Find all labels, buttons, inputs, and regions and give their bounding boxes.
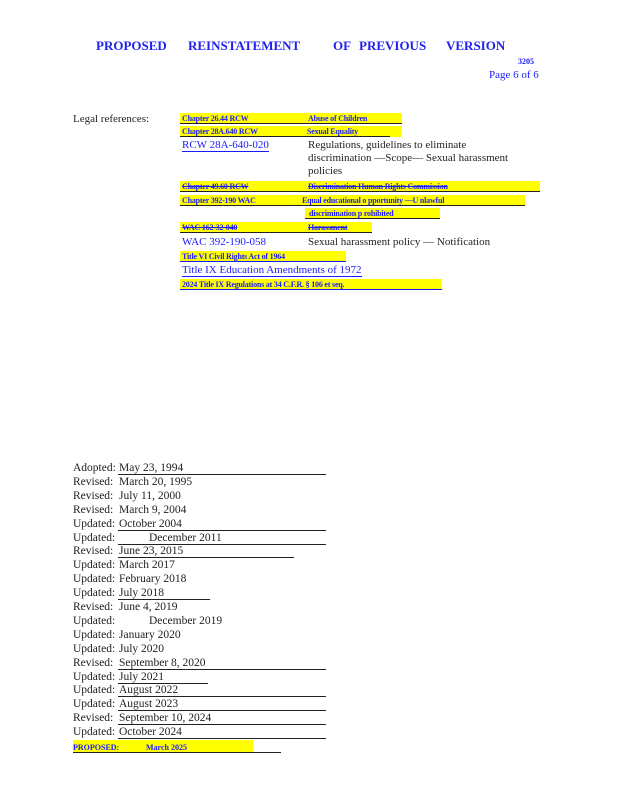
header-of: OF [333, 38, 352, 53]
history-label: Updated: [73, 587, 116, 600]
ref-cite: Title VI Civil Rights Act of 1964 [182, 252, 285, 261]
history-row [73, 517, 333, 531]
underline [180, 136, 390, 137]
history-row [73, 544, 333, 558]
history-date: March 2025 [146, 743, 187, 752]
history-row [73, 725, 333, 739]
ref-cite: Chapter 26.44 RCW [182, 114, 249, 123]
history-label: Updated: [73, 698, 116, 711]
ref-desc-line-3: policies [308, 165, 343, 177]
history-label: Revised: [73, 601, 114, 613]
ref-cite[interactable]: Title IX Education Amendments of 1972 [182, 264, 362, 276]
ref-cite: Chapter 49.60 RCW [182, 182, 249, 191]
history-date: March 2017 [119, 559, 175, 572]
history-label: Updated: [73, 628, 116, 641]
history-date: March 9, 2004 [119, 503, 187, 516]
history-label: Updated: [73, 573, 116, 586]
history-row [73, 531, 333, 545]
history-date: July 2020 [119, 642, 165, 655]
history-label: PROPOSED: [73, 743, 120, 752]
history-row [73, 475, 333, 489]
history-row [73, 642, 333, 656]
history-date: October 2024 [119, 726, 182, 739]
ref-row-1 [180, 113, 402, 125]
underline [73, 752, 281, 753]
header-proposed: PROPOSED [96, 38, 167, 53]
history-row [73, 628, 333, 642]
history-row [73, 489, 333, 503]
history-date: December 2011 [149, 531, 222, 544]
ref-cite: Chapter 392-190 WAC [182, 196, 256, 205]
history-label: Adopted: [73, 462, 116, 474]
history-label: Revised: [73, 503, 114, 516]
history-date: May 23, 1994 [119, 462, 184, 474]
header-reinstatement: REINSTATEMENT [188, 38, 301, 53]
history-row [73, 656, 333, 670]
history-row [73, 614, 333, 628]
ref-desc: Harassment [308, 223, 348, 232]
page-number: Page 6 of 6 [489, 69, 539, 81]
history-row [73, 572, 333, 586]
legal-references-label: Legal references: [73, 113, 150, 125]
history-row [73, 503, 333, 517]
history-label: Updated: [73, 517, 116, 530]
history-label: Updated: [73, 531, 116, 544]
history-row [73, 670, 333, 684]
underline [180, 261, 346, 262]
history-row [73, 586, 333, 600]
ref-cite: Chapter 28A.640 RCW [182, 127, 258, 136]
history-date: July 11, 2000 [119, 489, 181, 502]
history-row [73, 461, 333, 475]
ref-desc-line-2: discrimination —Scope— Sexual harassment [308, 152, 509, 164]
history-label: Revised: [73, 712, 114, 725]
history-date: January 2020 [119, 628, 181, 641]
ref-desc: Equal educational o pportunity —U nlawful [302, 196, 445, 205]
underline [180, 289, 442, 290]
underline [180, 123, 402, 124]
underline [305, 218, 440, 219]
history-label: Updated: [73, 642, 116, 655]
history-row [73, 683, 333, 697]
policy-number: 3205 [518, 57, 534, 66]
history-date: July 2018 [119, 587, 165, 600]
history-date: March 20, 1995 [119, 475, 193, 488]
history-date: August 2023 [119, 698, 179, 711]
ref-desc: Sexual harassment policy — Notification [308, 236, 491, 248]
history-date: September 10, 2024 [119, 712, 212, 725]
history-date: June 4, 2019 [119, 601, 178, 613]
history-row [73, 697, 333, 711]
history-date: July 2021 [119, 670, 165, 683]
ref-desc: Abuse of Children [308, 114, 368, 123]
history-date: August 2022 [119, 684, 179, 697]
history-row [73, 600, 333, 614]
history-label: Updated: [73, 670, 116, 683]
ref-desc: Discrimination Human Rights Commission [308, 182, 448, 191]
history-date: October 2004 [119, 517, 182, 530]
history-row [73, 739, 333, 753]
history-label: Updated: [73, 614, 116, 627]
history-label: Updated: [73, 684, 116, 697]
header-version: VERSION [446, 38, 506, 53]
ref-desc: Sexual Equality [307, 127, 359, 136]
history-label: Updated: [73, 559, 116, 572]
history-label: Revised: [73, 656, 114, 669]
history-label: Revised: [73, 545, 114, 558]
history-date: February 2018 [119, 573, 187, 586]
history-date: June 23, 2015 [119, 545, 184, 558]
history-row [73, 711, 333, 725]
history-label: Revised: [73, 475, 114, 488]
ref-desc: discrimination p rohibited [309, 209, 394, 218]
underline [180, 232, 372, 233]
ref-desc-line-1: Regulations, guidelines to eliminate [308, 139, 467, 151]
underline [180, 191, 540, 192]
ref-cite: WAC 392-190-058 [182, 236, 267, 248]
history-date: December 2019 [149, 614, 223, 627]
header-previous: PREVIOUS [359, 38, 427, 53]
history-date: September 8, 2020 [119, 656, 206, 669]
underline [180, 205, 525, 206]
history-label: Revised: [73, 489, 114, 502]
ref-cite[interactable]: RCW 28A-640-020 [182, 139, 269, 151]
ref-cite: 2024 Title IX Regulations at 34 C.F.R. § 106 et seq. [182, 280, 345, 289]
history-row [73, 558, 333, 572]
ref-cite: WAC 162-32-040 [182, 223, 238, 232]
history-label: Updated: [73, 726, 116, 739]
